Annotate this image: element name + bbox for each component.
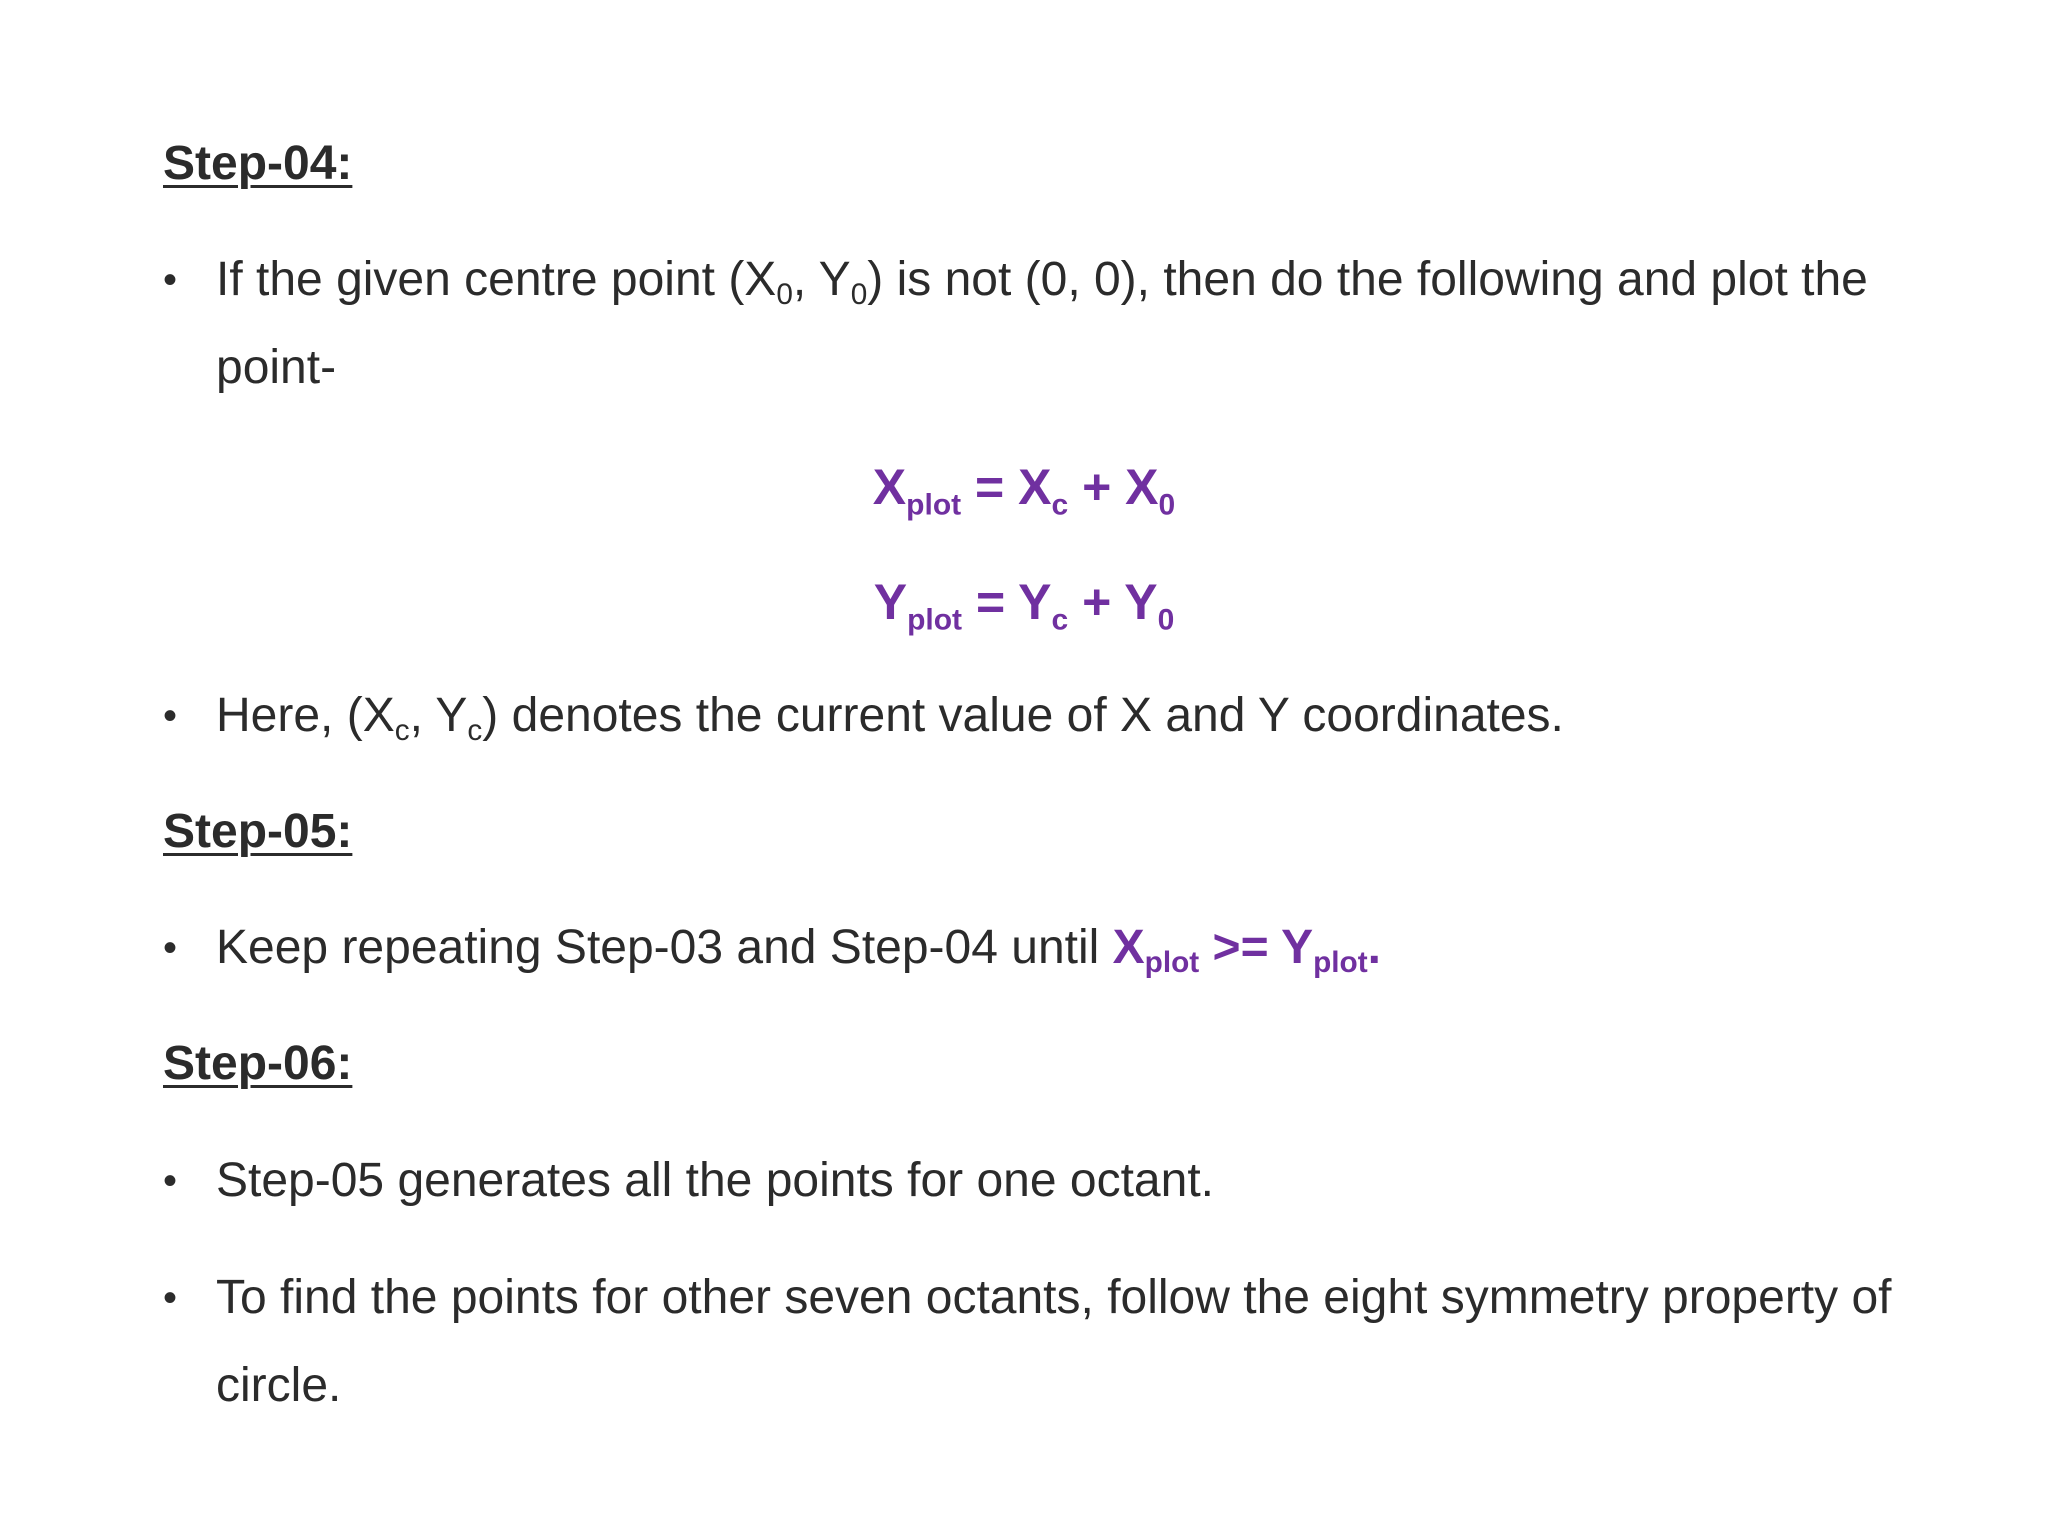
formula-term: + Y	[1068, 574, 1158, 630]
bullet-text-part: ) denotes the current value of X and Y coordinates.	[482, 689, 1564, 742]
bullet-text-part: Keep repeating Step-03 and Step-04 until	[216, 921, 1113, 974]
accent-term: X	[1112, 921, 1145, 974]
bullet-text: To find the points for other seven octants, follow the eight symmetry property of circle.	[216, 1271, 1892, 1412]
formula-subscript: c	[1051, 488, 1069, 522]
subscript-zero: 0	[776, 277, 793, 311]
bullet-icon: •	[163, 1276, 178, 1320]
accent-term: .	[1367, 921, 1381, 974]
bullet-text-part: , Y	[792, 253, 851, 306]
accent-term: >= Y	[1199, 921, 1314, 974]
formula-subscript: plot	[906, 488, 962, 522]
bullet-icon: •	[163, 1159, 178, 1203]
step-04-heading: Step-04:	[163, 137, 353, 190]
bullet-text: Step-05 generates all the points for one octant.	[216, 1154, 1214, 1207]
bullet-icon: •	[163, 258, 178, 302]
formula-term: = Y	[962, 574, 1052, 630]
bullet-text-part: ) is not (0, 0), then do the following and plot the point-	[216, 253, 1868, 394]
step-04-bullet-2	[163, 672, 1968, 760]
step-06-bullet-1	[163, 1137, 1968, 1225]
step-04-bullet-1	[163, 236, 1968, 412]
formula-term: Y	[873, 574, 908, 630]
formula-term: = X	[961, 459, 1052, 515]
subscript-c: c	[394, 713, 410, 747]
formula-term: + X	[1068, 459, 1159, 515]
formula-subscript: 0	[1158, 488, 1176, 522]
subscript-zero: 0	[850, 277, 868, 311]
formula-x-plot	[0, 459, 2048, 522]
bullet-text-part: If the given centre point (X	[216, 253, 777, 306]
formula-subscript: plot	[907, 603, 963, 637]
subscript-c: c	[467, 713, 483, 747]
formula-term: X	[872, 459, 907, 515]
bullet-text-part: , Y	[409, 689, 468, 742]
step-06-bullet-2	[163, 1254, 1938, 1430]
step-06-heading: Step-06:	[163, 1037, 353, 1090]
step-05-bullet-1	[163, 904, 1968, 992]
formula-subscript: 0	[1157, 603, 1175, 637]
bullet-icon: •	[163, 926, 178, 970]
bullet-text-part: Here, (X	[216, 689, 395, 742]
step-05-heading: Step-05:	[163, 805, 353, 858]
accent-subscript: plot	[1144, 945, 1200, 979]
formula-y-plot	[0, 574, 2048, 637]
formula-subscript: c	[1051, 603, 1069, 637]
bullet-icon: •	[163, 694, 178, 738]
accent-subscript: plot	[1313, 945, 1368, 979]
